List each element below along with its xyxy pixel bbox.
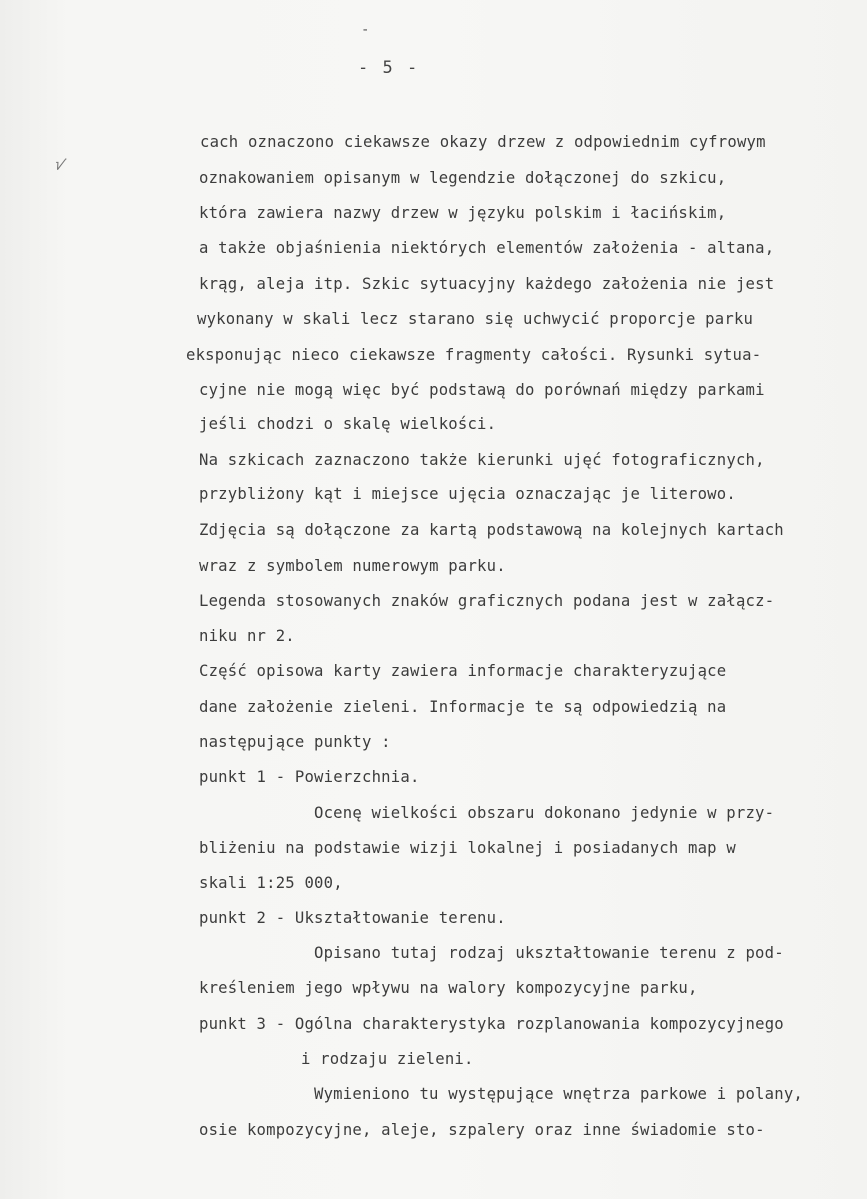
text-line: punkt 2 - Ukształtowanie terenu. — [199, 909, 506, 927]
text-line: przybliżony kąt i miejsce ujęcia oznaczając je literowo. — [199, 485, 736, 503]
text-line: i rodzaju zieleni. — [301, 1050, 474, 1068]
text-line: Wymieniono tu występujące wnętrza parkowe i polany, — [314, 1085, 803, 1103]
text-line: punkt 3 - Ogólna charakterystyka rozplanowania kompozycyjnego — [199, 1015, 784, 1033]
text-line: Na szkicach zaznaczono także kierunki ujęć fotograficznych, — [199, 451, 765, 469]
text-line: Ocenę wielkości obszaru dokonano jedynie w przy- — [314, 804, 775, 822]
text-line: bliżeniu na podstawie wizji lokalnej i posiadanych map w — [199, 839, 736, 857]
text-line: eksponując nieco ciekawsze fragmenty całości. Rysunki sytua- — [186, 346, 762, 364]
text-line: krąg, aleja itp. Szkic sytuacyjny każdego założenia nie jest — [199, 275, 775, 293]
text-line: Opisano tutaj rodzaj ukształtowanie terenu z pod- — [314, 944, 784, 962]
text-line: następujące punkty : — [199, 733, 391, 751]
text-line: cach oznaczono ciekawsze okazy drzew z odpowiednim cyfrowym — [200, 133, 766, 151]
margin-check-mark: √ — [52, 153, 68, 176]
text-line: kreśleniem jego wpływu na walory kompozycyjne parku, — [199, 979, 698, 997]
text-line: dane założenie zieleni. Informacje te są odpowiedzią na — [199, 698, 727, 716]
header-dash: - — [361, 22, 371, 38]
text-line: jeśli chodzi o skalę wielkości. — [199, 415, 497, 433]
text-line: która zawiera nazwy drzew w języku polskim i łacińskim, — [199, 204, 727, 222]
text-line: niku nr 2. — [199, 627, 295, 645]
text-line: osie kompozycyjne, aleje, szpalery oraz inne świadomie sto- — [199, 1121, 765, 1139]
text-line: wraz z symbolem numerowym parku. — [199, 557, 506, 575]
text-line: Legenda stosowanych znaków graficznych podana jest w załącz- — [199, 592, 775, 610]
text-line: Zdjęcia są dołączone za kartą podstawową na kolejnych kartach — [199, 521, 784, 539]
text-line: a także objaśnienia niektórych elementów założenia - altana, — [199, 239, 775, 257]
text-line: cyjne nie mogą więc być podstawą do porównań między parkami — [199, 381, 765, 399]
text-line: Część opisowa karty zawiera informacje charakteryzujące — [199, 662, 727, 680]
text-line: punkt 1 - Powierzchnia. — [199, 768, 420, 786]
text-line: skali 1:25 000, — [199, 874, 343, 892]
text-line: wykonany w skali lecz starano się uchwycić proporcje parku — [197, 310, 754, 328]
text-line: oznakowaniem opisanym w legendzie dołączonej do szkicu, — [199, 169, 727, 187]
page-number: - 5 - — [358, 58, 420, 78]
